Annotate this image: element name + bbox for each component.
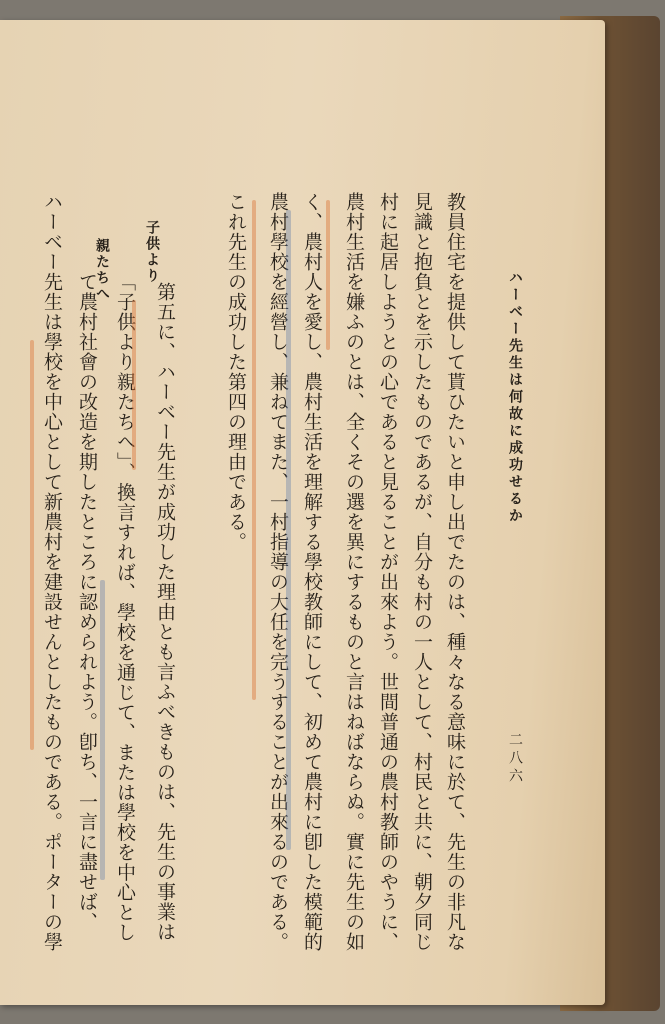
running-head: ハーベー先生は何故に成功せるか bbox=[507, 270, 523, 525]
orange-marker-stroke bbox=[132, 300, 136, 470]
book-page bbox=[0, 20, 605, 1005]
blue-marker-stroke bbox=[100, 580, 105, 880]
text-column-10: て農村社會の改造を期したところに認められよう。卽ち、一言に盡せば、 bbox=[76, 272, 98, 932]
blue-marker-stroke bbox=[286, 210, 291, 850]
page-number: 二八六 bbox=[507, 732, 523, 786]
margin-note-1: 子供より bbox=[144, 220, 160, 284]
margin-note-2: 親たちへ bbox=[94, 238, 110, 302]
text-column-4: 農村生活を嫌ふのとは、全くその選を異にするものと言はねばならぬ。實に先生の如 bbox=[343, 192, 365, 952]
text-column-11: ハーベー先生は學校を中心として新農村を建設せんとしたものである。ポーターの學 bbox=[41, 192, 63, 952]
text-column-7: これ先生の成功した第四の理由である。 bbox=[225, 192, 247, 552]
text-column-9: 「子供より親たちへ」、換言すれば、學校を通じて、または學校を中心とし bbox=[114, 272, 136, 943]
text-column-1: 教員住宅を提供して貰ひたいと申し出でたのは、種々なる意味に於て、先生の非凡な bbox=[444, 192, 466, 952]
orange-marker-stroke bbox=[252, 200, 256, 700]
text-column-8: 第五に、ハーベー先生が成功した理由とも言ふべきものは、先生の事業は bbox=[154, 282, 176, 942]
text-column-6: 農村學校を經營し、兼ねてまた、一村指導の大任を完うすることが出來るのである。 bbox=[267, 192, 289, 952]
text-column-3: 村に起居しようとの心であると見ることが出來よう。世間普通の農村教師のやうに、 bbox=[377, 192, 399, 952]
text-column-5: く、農村人を愛し、農村生活を理解する學校教師にして、初めて農村に卽した模範的 bbox=[301, 192, 323, 952]
text-column-2: 見識と抱負とを示したものであるが、自分も村の一人として、村民と共に、朝夕同じ bbox=[411, 192, 433, 952]
orange-marker-stroke bbox=[326, 200, 330, 350]
orange-marker-stroke bbox=[30, 340, 34, 750]
